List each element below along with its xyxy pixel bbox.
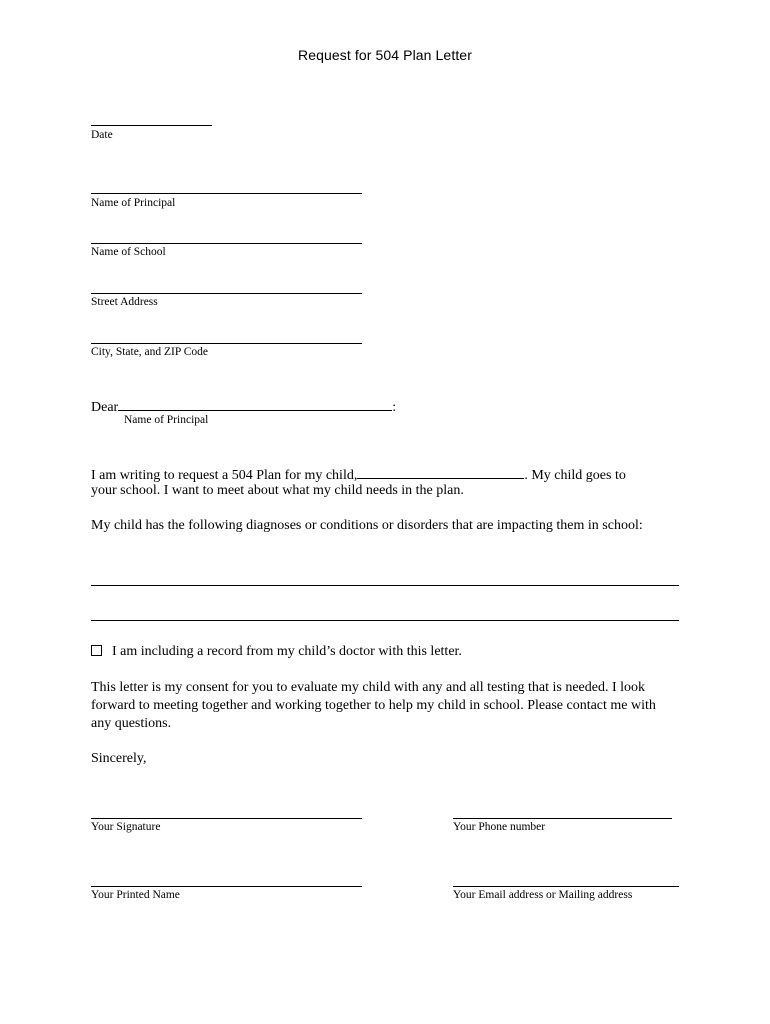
diagnoses-line-2[interactable] [91,620,679,621]
phone-label: Your Phone number [453,821,546,833]
signature-label: Your Signature [91,821,161,833]
page-title: Request for 504 Plan Letter [298,47,472,63]
phone-line[interactable] [453,818,672,819]
salutation-name-blank[interactable] [118,396,392,411]
school-name-label: Name of School [91,246,166,258]
email-line[interactable] [453,886,679,887]
paragraph-request-start: I am writing to request a 504 Plan for my child, [91,468,358,483]
child-name-blank[interactable] [357,464,524,479]
doctor-record-checkbox[interactable] [91,645,102,656]
date-label: Date [91,129,113,141]
email-label: Your Email address or Mailing address [453,889,633,901]
date-line[interactable] [91,125,212,126]
paragraph-diagnoses: My child has the following diagnoses or conditions or disorders that are impacting them in school: [91,518,643,533]
street-address-line[interactable] [91,293,362,294]
street-address-label: Street Address [91,296,158,308]
principal-name-label: Name of Principal [91,197,176,209]
signature-line[interactable] [91,818,362,819]
salutation-dear: Dear [91,400,119,415]
paragraph-request-end: . My child goes to [524,468,626,483]
paragraph-request-line2: your school. I want to meet about what my child needs in the plan. [91,483,464,498]
diagnoses-line-1[interactable] [91,585,679,586]
doctor-record-label: I am including a record from my child’s doctor with this letter. [112,644,462,659]
school-name-line[interactable] [91,243,362,244]
city-state-zip-line[interactable] [91,343,362,344]
city-state-zip-label: City, State, and ZIP Code [91,346,209,358]
principal-name-line[interactable] [91,193,362,194]
salutation-caption: Name of Principal [124,414,209,426]
printed-name-label: Your Printed Name [91,889,180,901]
paragraph-consent: This letter is my consent for you to evaluate my child with any and all testing that is needed. I look forward to meeting together and working together to help my child in school. Please contact me with any questions. [91,680,656,731]
salutation-colon: : [392,400,397,415]
closing: Sincerely, [91,751,147,766]
printed-name-line[interactable] [91,886,362,887]
